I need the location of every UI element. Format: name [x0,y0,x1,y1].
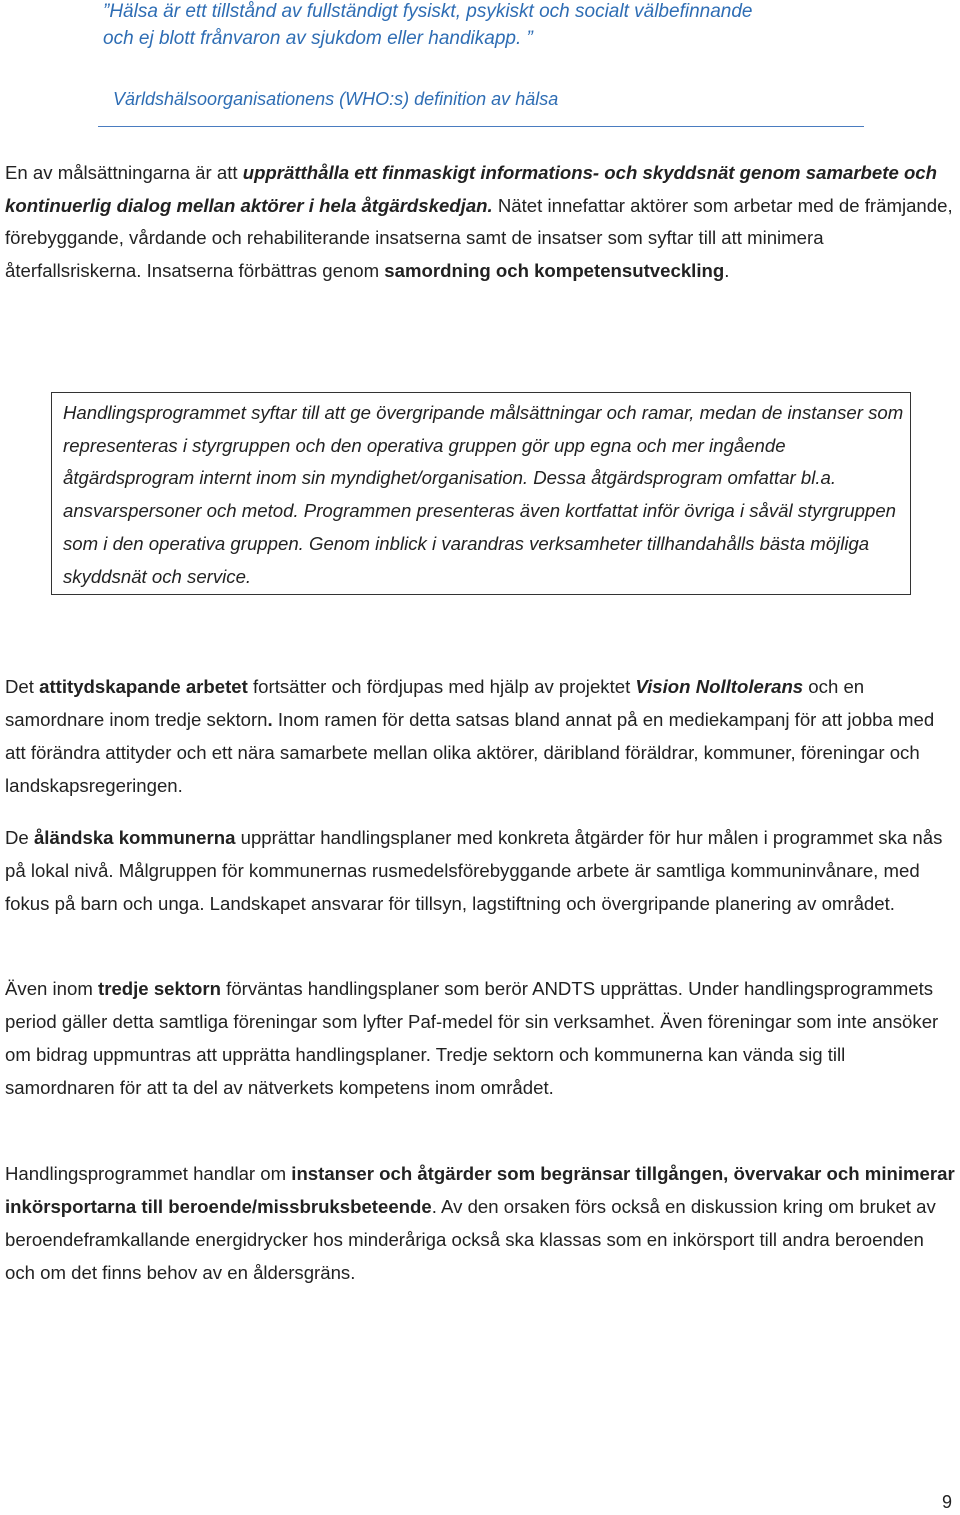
p5-a: Handlingsprogrammet handlar om [5,1163,292,1184]
p3-bold: åländska kommunerna [33,827,236,848]
quote-line-1: ”Hälsa är ett tillstånd av fullständigt fysiskt, psykiskt och socialt välbefinnande [103,1,753,22]
who-quote [103,0,863,52]
paragraph-program-scope [5,1157,957,1289]
paragraph-goals [5,157,955,287]
p1-emphasis: upprätthålla ett finmaskigt informations- och skyddsnät genom samarbete och kontinuerlig dialog mellan aktörer i hela åtgärdskedjan. [5,162,938,216]
p4-a: Även inom [5,978,99,999]
p1-body: Nätet innefattar aktörer som arbetar med de främjande, förebyggande, vårdande och rehabiliterande insatserna samt de insatser som syftar till att minimera återfallsriskerna. Insatserna förbättras genom [5,194,953,281]
p2-project-name: Vision Nolltolerans [635,676,804,697]
p3-a: De [5,827,34,848]
p4-bold: tredje sektorn [98,978,221,999]
info-box-text: Handlingsprogrammet syftar till att ge övergripande målsättningar och ramar, medan de instanser som representeras i styrgruppen och den operativa gruppen gör upp egna och mer ingående åtgärdsprogram internt inom sin myndighet/organisation. Dessa åtgärdsprogram omfattar bl.a. ansvarspersoner och metod. Programmen presenteras även kortfattat inför övriga i såväl styrgruppen som i den operativa gruppen. Genom inblick i varandras verksamheter tillhandahålls bästa möjliga skyddsnät och service. [63,402,904,587]
p1-end: . [724,259,730,281]
p5-b: . Av den orsaken förs också en diskussion kring om bruket av beroendeframkallande energidrycker hos minderåriga också ska klassas som en inkörsport till andra beroenden och om det finns behov av en åldersgräns. [5,1196,936,1283]
p2-bold: attitydskapande arbetet [39,676,248,697]
p5-bold: instanser och åtgärder som begränsar tillgången, övervakar och minimerar inkörsportarna till beroende/missbruksbeteende [5,1163,955,1217]
p2-c: och en samordnare inom tredje sektorn [5,676,865,730]
p2-b: fortsätter och fördjupas med hjälp av projektet [247,676,636,697]
paragraph-municipalities [5,821,957,920]
p2-d: Inom ramen för detta satsas bland annat på en mediekampanj för att jobba med att förändra attityder och ett nära samarbete mellan olika aktörer, däribland föräldrar, kommuner, föreningar och landskapsregeringen. [5,709,935,796]
paragraph-attitudes [5,670,957,802]
p1-bold-end: samordning och kompetensutveckling [384,259,725,281]
p1-lead: En av målsättningarna är att [5,162,243,183]
quote-attribution: Världshälsoorganisationens (WHO:s) definition av hälsa [113,89,559,109]
p2-a: Det [5,676,40,697]
p2-dot: . [267,709,273,730]
quote-line-2: och ej blott frånvaron av sjukdom eller handikapp. ” [103,28,533,49]
p3-b: upprättar handlingsplaner med konkreta åtgärder för hur målen i programmet ska nås på lokal nivå. Målgruppen för kommunernas rusmedelsförebyggande arbete är samtliga kommuninvånare, med fokus på barn och unga. Landskapet ansvarar för tillsyn, lagstiftning och övergripande planering av området. [5,827,943,914]
divider-rule [98,126,864,127]
p4-b: förväntas handlingsplaner som berör ANDTS upprättas. Under handlingsprogrammets period gäller detta samtliga föreningar som lyfter Paf-medel för sin verksamhet. Även föreningar som inte ansöker om bidrag uppmuntras att upprätta handlingsplaner. Tredje sektorn och kommunerna kan vända sig till samordnaren för att ta del av nätverkets kompetens inom området. [5,978,939,1098]
page-number: 9 [941,1492,952,1512]
paragraph-third-sector [5,972,957,1104]
